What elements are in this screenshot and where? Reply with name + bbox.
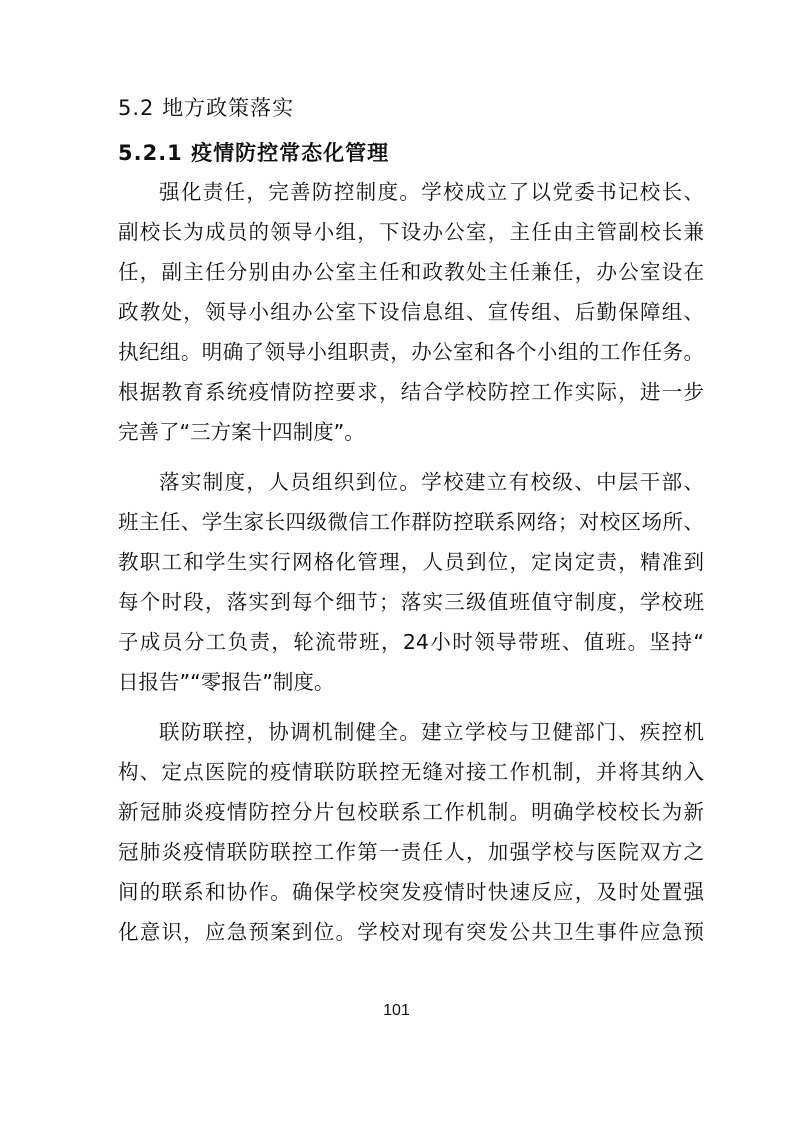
paragraph-line: 每个时段，落实到每个细节；落实三级值班值守制度，学校班 [118,590,704,614]
paragraph-line: 构、定点医院的疫情联防联控无缝对接工作机制，并将其纳入 [118,760,704,784]
paragraph-line: 班主任、学生家长四级微信工作群防控联系网络；对校区场所、 [118,510,704,534]
paragraph-implementation [118,462,704,702]
section-heading: 5.2 地方政策落实 [118,96,295,120]
paragraph-line: 任，副主任分别由办公室主任和政教处主任兼任，办公室设在 [118,260,704,284]
paragraph-line: 副校长为成员的领导小组，下设办公室，主任由主管副校长兼 [118,220,704,244]
paragraph-joint-control [118,712,704,952]
paragraph-line: 新冠肺炎疫情防控分片包校联系工作机制。明确学校校长为新 [118,800,704,824]
paragraph-line: 日报告”“零报告”制度。 [118,670,335,694]
subsection-heading: 5.2.1 疫情防控常态化管理 [118,141,390,165]
paragraph-line: 化意识，应急预案到位。学校对现有突发公共卫生事件应急预 [118,920,704,944]
paragraph-line: 子成员分工负责，轮流带班，24小时领导带班、值班。坚持“ [118,630,704,654]
paragraph-line: 联防联控，协调机制健全。建立学校与卫健部门、疾控机 [159,720,704,744]
paragraph-line: 间的联系和协作。确保学校突发疫情时快速反应，及时处置强 [118,880,704,904]
paragraph-line: 教职工和学生实行网格化管理，人员到位，定岗定责，精准到 [118,550,704,574]
paragraph-line: 政教处，领导小组办公室下设信息组、宣传组、后勤保障组、 [118,300,704,324]
paragraph-line: 根据教育系统疫情防控要求，结合学校防控工作实际，进一步 [118,380,704,404]
paragraph-line: 落实制度，人员组织到位。学校建立有校级、中层干部、 [159,470,704,494]
page-number: 101 [383,1002,410,1019]
paragraph-responsibility [118,172,704,452]
paragraph-line: 完善了“三方案十四制度”。 [118,420,365,444]
paragraph-line: 强化责任，完善防控制度。学校成立了以党委书记校长、 [159,180,704,204]
paragraph-line: 执纪组。明确了领导小组职责，办公室和各个小组的工作任务。 [118,340,704,364]
paragraph-line: 冠肺炎疫情联防联控工作第一责任人，加强学校与医院双方之 [118,840,704,864]
